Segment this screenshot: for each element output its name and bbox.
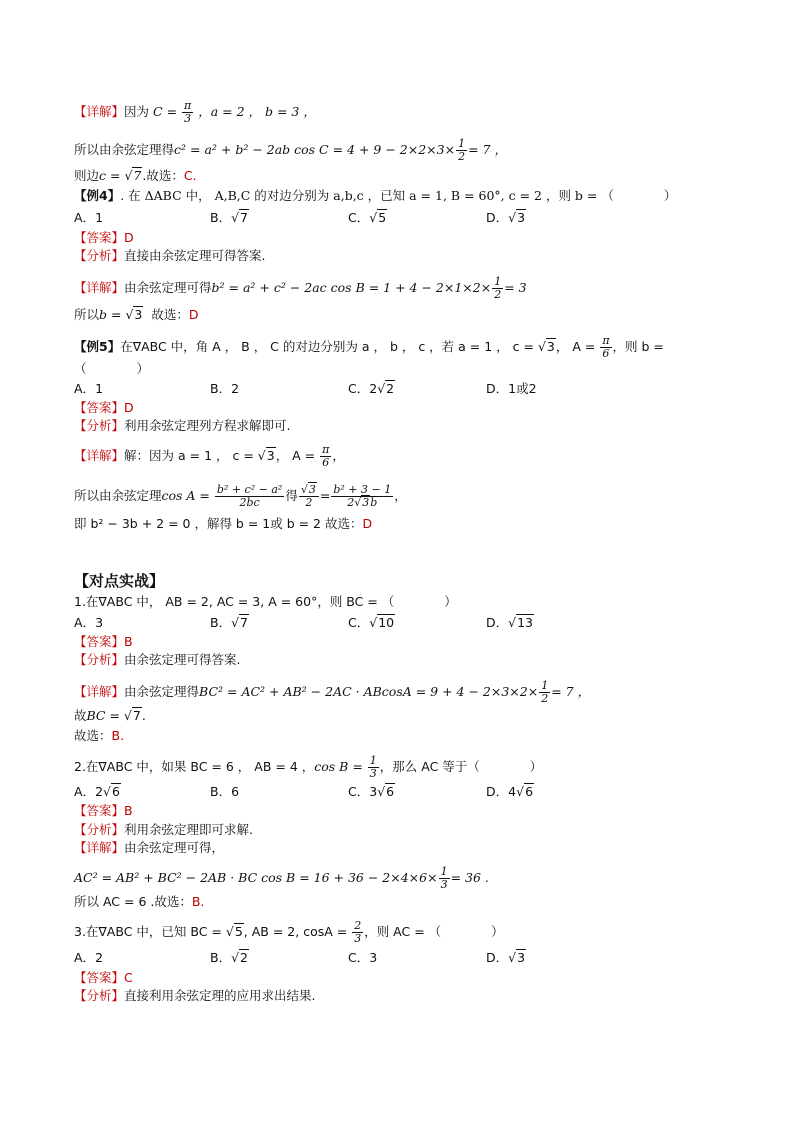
section-title: 【对点实战】	[74, 572, 165, 590]
sqrt: √7	[124, 168, 142, 183]
ex4-detail: 【详解】由余弦定理可得b² = a² + c² − 2ac cos B = 1 + 4 − 2×1×2× $\frac{1}{2}$ = 3	[74, 275, 527, 301]
ex5-option-b: B．2	[210, 381, 240, 396]
p2-question: 2.在∇ABC 中，如果 BC = 6 ， AB = 4 ，cos B = $\frac{1}{3}$ ，那么 AC 等于（ ）	[74, 754, 543, 780]
p3-option-b: B．√2	[210, 950, 248, 965]
ex4-option-d: D．√3	[486, 210, 526, 225]
ex5-question-paren: （ ）	[74, 361, 150, 376]
ex3-detail-line1: 【详解】因为 C = $\frac{\pi}{3}$ ，a = 2 ， b = 3 ，	[74, 99, 316, 125]
ex5-detail-line2: 所以由余弦定理cos A = $\frac{\text{b² + c² − a²}}{2bc}$ 得 $\frac{√3}{2}$ = $\frac{\text{b² + 3 − 1}}{2√3b}$ ，	[74, 483, 407, 509]
p2-conclusion: 所以 AC = 6 .故选：B.	[74, 894, 205, 909]
ex5-option-c: C．2√2	[348, 381, 395, 396]
ex3-detail-line2: 所以由余弦定理得c² = a² + b² − 2ab cos C = 4 + 9 − 2×2×3× $\frac{1}{2}$ = 7 ，	[74, 137, 507, 163]
p2-detail: 【详解】由余弦定理可得，	[74, 840, 225, 855]
p1-option-b: B．√7	[210, 615, 248, 630]
p2-formula: AC² = AB² + BC² − 2AB · BC cos B = 16 + 36 − 2×4×6× $\frac{1}{3}$ = 36 .	[74, 865, 489, 891]
p3-option-a: A．2	[74, 950, 104, 965]
one-half: $\frac{1}{2}$	[458, 137, 466, 163]
p2-answer: 【答案】B	[74, 803, 133, 818]
p1-conclusion-1: 故BC = √7.	[74, 708, 146, 723]
p3-question: 3.在∇ABC 中，已知 BC = √5, AB = 2, cosA = $\frac{2}{3}$ ，则 AC = （ ）	[74, 919, 504, 945]
p1-option-c: C．√10	[348, 615, 395, 630]
pi-over-three: $\frac{\pi}{3}$	[184, 99, 192, 125]
ex5-detail-line1: 【详解】解：因为 a = 1 ， c = √3， A = $\frac{\pi}{6}$ ，	[74, 443, 345, 469]
ex4-option-c: C．√5	[348, 210, 387, 225]
ex5-option-d: D．1或2	[486, 381, 537, 396]
p3-analysis: 【分析】直接利用余弦定理的应用求出结果.	[74, 988, 316, 1003]
ex5-answer: 【答案】D	[74, 400, 134, 415]
p1-answer: 【答案】B	[74, 634, 133, 649]
detail-tag: 【详解】	[74, 104, 125, 119]
p1-detail: 【详解】由余弦定理得BC² = AC² + AB² − 2AC · ABcosA = 9 + 4 − 2×3×2× $\frac{1}{2}$ = 7 ，	[74, 679, 591, 705]
p2-option-b: B．6	[210, 784, 240, 799]
p1-analysis: 【分析】由余弦定理可得答案.	[74, 652, 241, 667]
ex5-option-a: A．1	[74, 381, 104, 396]
p1-question: 1.在∇ABC 中， AB = 2, AC = 3, A = 60°，则 BC = （ ）	[74, 594, 457, 609]
ex3-detail-line3: 则边c = √7.故选：C.	[74, 168, 197, 183]
p1-option-a: A．3	[74, 615, 104, 630]
ex5-detail-line3: 即 b² − 3b + 2 = 0 ，解得 b = 1或 b = 2 故选：D	[74, 516, 373, 531]
example-label: 【例4】	[74, 188, 121, 203]
ex4-option-b: B．√7	[210, 210, 248, 225]
ex4-answer: 【答案】D	[74, 230, 134, 245]
ex4-analysis: 【分析】直接由余弦定理可得答案.	[74, 248, 266, 263]
p3-option-c: C．3	[348, 950, 378, 965]
ex4-question: 【例4】. 在 ΔABC 中， A,B,C 的对边分别为 a,b,c ，已知 a = 1, B = 60°, c = 2 ，则 b = （ ）	[74, 188, 677, 203]
p3-option-d: D．√3	[486, 950, 526, 965]
p2-option-a: A．2√6	[74, 784, 120, 799]
ex4-option-a: A．1	[74, 210, 104, 225]
p3-answer: 【答案】C	[74, 970, 133, 985]
ex5-analysis: 【分析】利用余弦定理列方程求解即可.	[74, 418, 291, 433]
ex4-conclusion: 所以b = √3 故选：D	[74, 307, 199, 322]
p2-analysis: 【分析】利用余弦定理即可求解.	[74, 822, 253, 837]
p2-option-d: D．4√6	[486, 784, 534, 799]
p1-conclusion-2: 故选：B.	[74, 728, 125, 743]
ex5-question: 【例5】在∇ABC 中，角 A ， B ， C 的对边分别为 a ， b ， c ，若 a = 1 ， c = √3， A = $\frac{\pi}{6}$ ，则 b =	[74, 334, 664, 360]
p1-option-d: D．√13	[486, 615, 534, 630]
p2-option-c: C．3√6	[348, 784, 395, 799]
